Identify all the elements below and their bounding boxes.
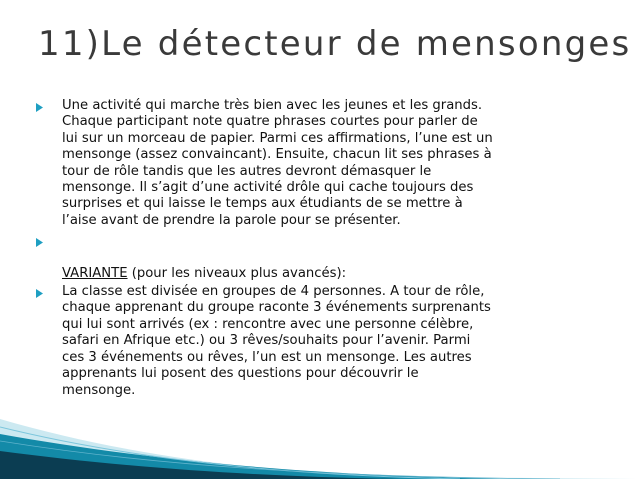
bullet-text: La classe est divisée en groupes de 4 personnes. A tour de rôle, chaque apprenant du groupe raconte 3 événements surprenants qui lui sont arrivés (ex : rencontre avec une personne célèbre, safari en Afrique etc.) ou 3 rêves/souhaits pour l’avenir. Parmi ces 3 événements ou rêves, l’un est un mensonge. Les autres apprenants lui posent des questions pour découvrir le mensonge. <box>62 284 491 398</box>
variant-label: VARIANTE <box>62 265 128 281</box>
bullet-text: Une activité qui marche très bien avec les jeunes et les grands. Chaque participant note quatre phrases courtes pour parler de lui sur un morceau de papier. Parmi ces affirmations, l’une est un mensonge (assez convaincant). Ensuite, chacun lit ses phrases à tour de rôle tandis que les autres devront démasquer le mensonge. Il s’agit d’une activité drôle qui cache toujours des surprises et qui laisse le temps aux étudiants de se mettre à l’aise avant de prendre la parole pour se présenter. <box>62 98 493 228</box>
variant-line <box>36 249 596 282</box>
triangle-bullet-icon <box>36 233 62 247</box>
variant-description: (pour les niveaux plus avancés): <box>127 265 347 281</box>
slide-content <box>36 98 596 399</box>
slide-title: 11)Le détecteur de mensonges <box>38 24 632 64</box>
bullet-item-activity <box>36 98 596 229</box>
decorative-wave-footer <box>0 379 638 479</box>
triangle-bullet-icon <box>36 284 62 298</box>
triangle-bullet-icon <box>36 98 62 112</box>
bullet-item-empty <box>36 233 596 247</box>
